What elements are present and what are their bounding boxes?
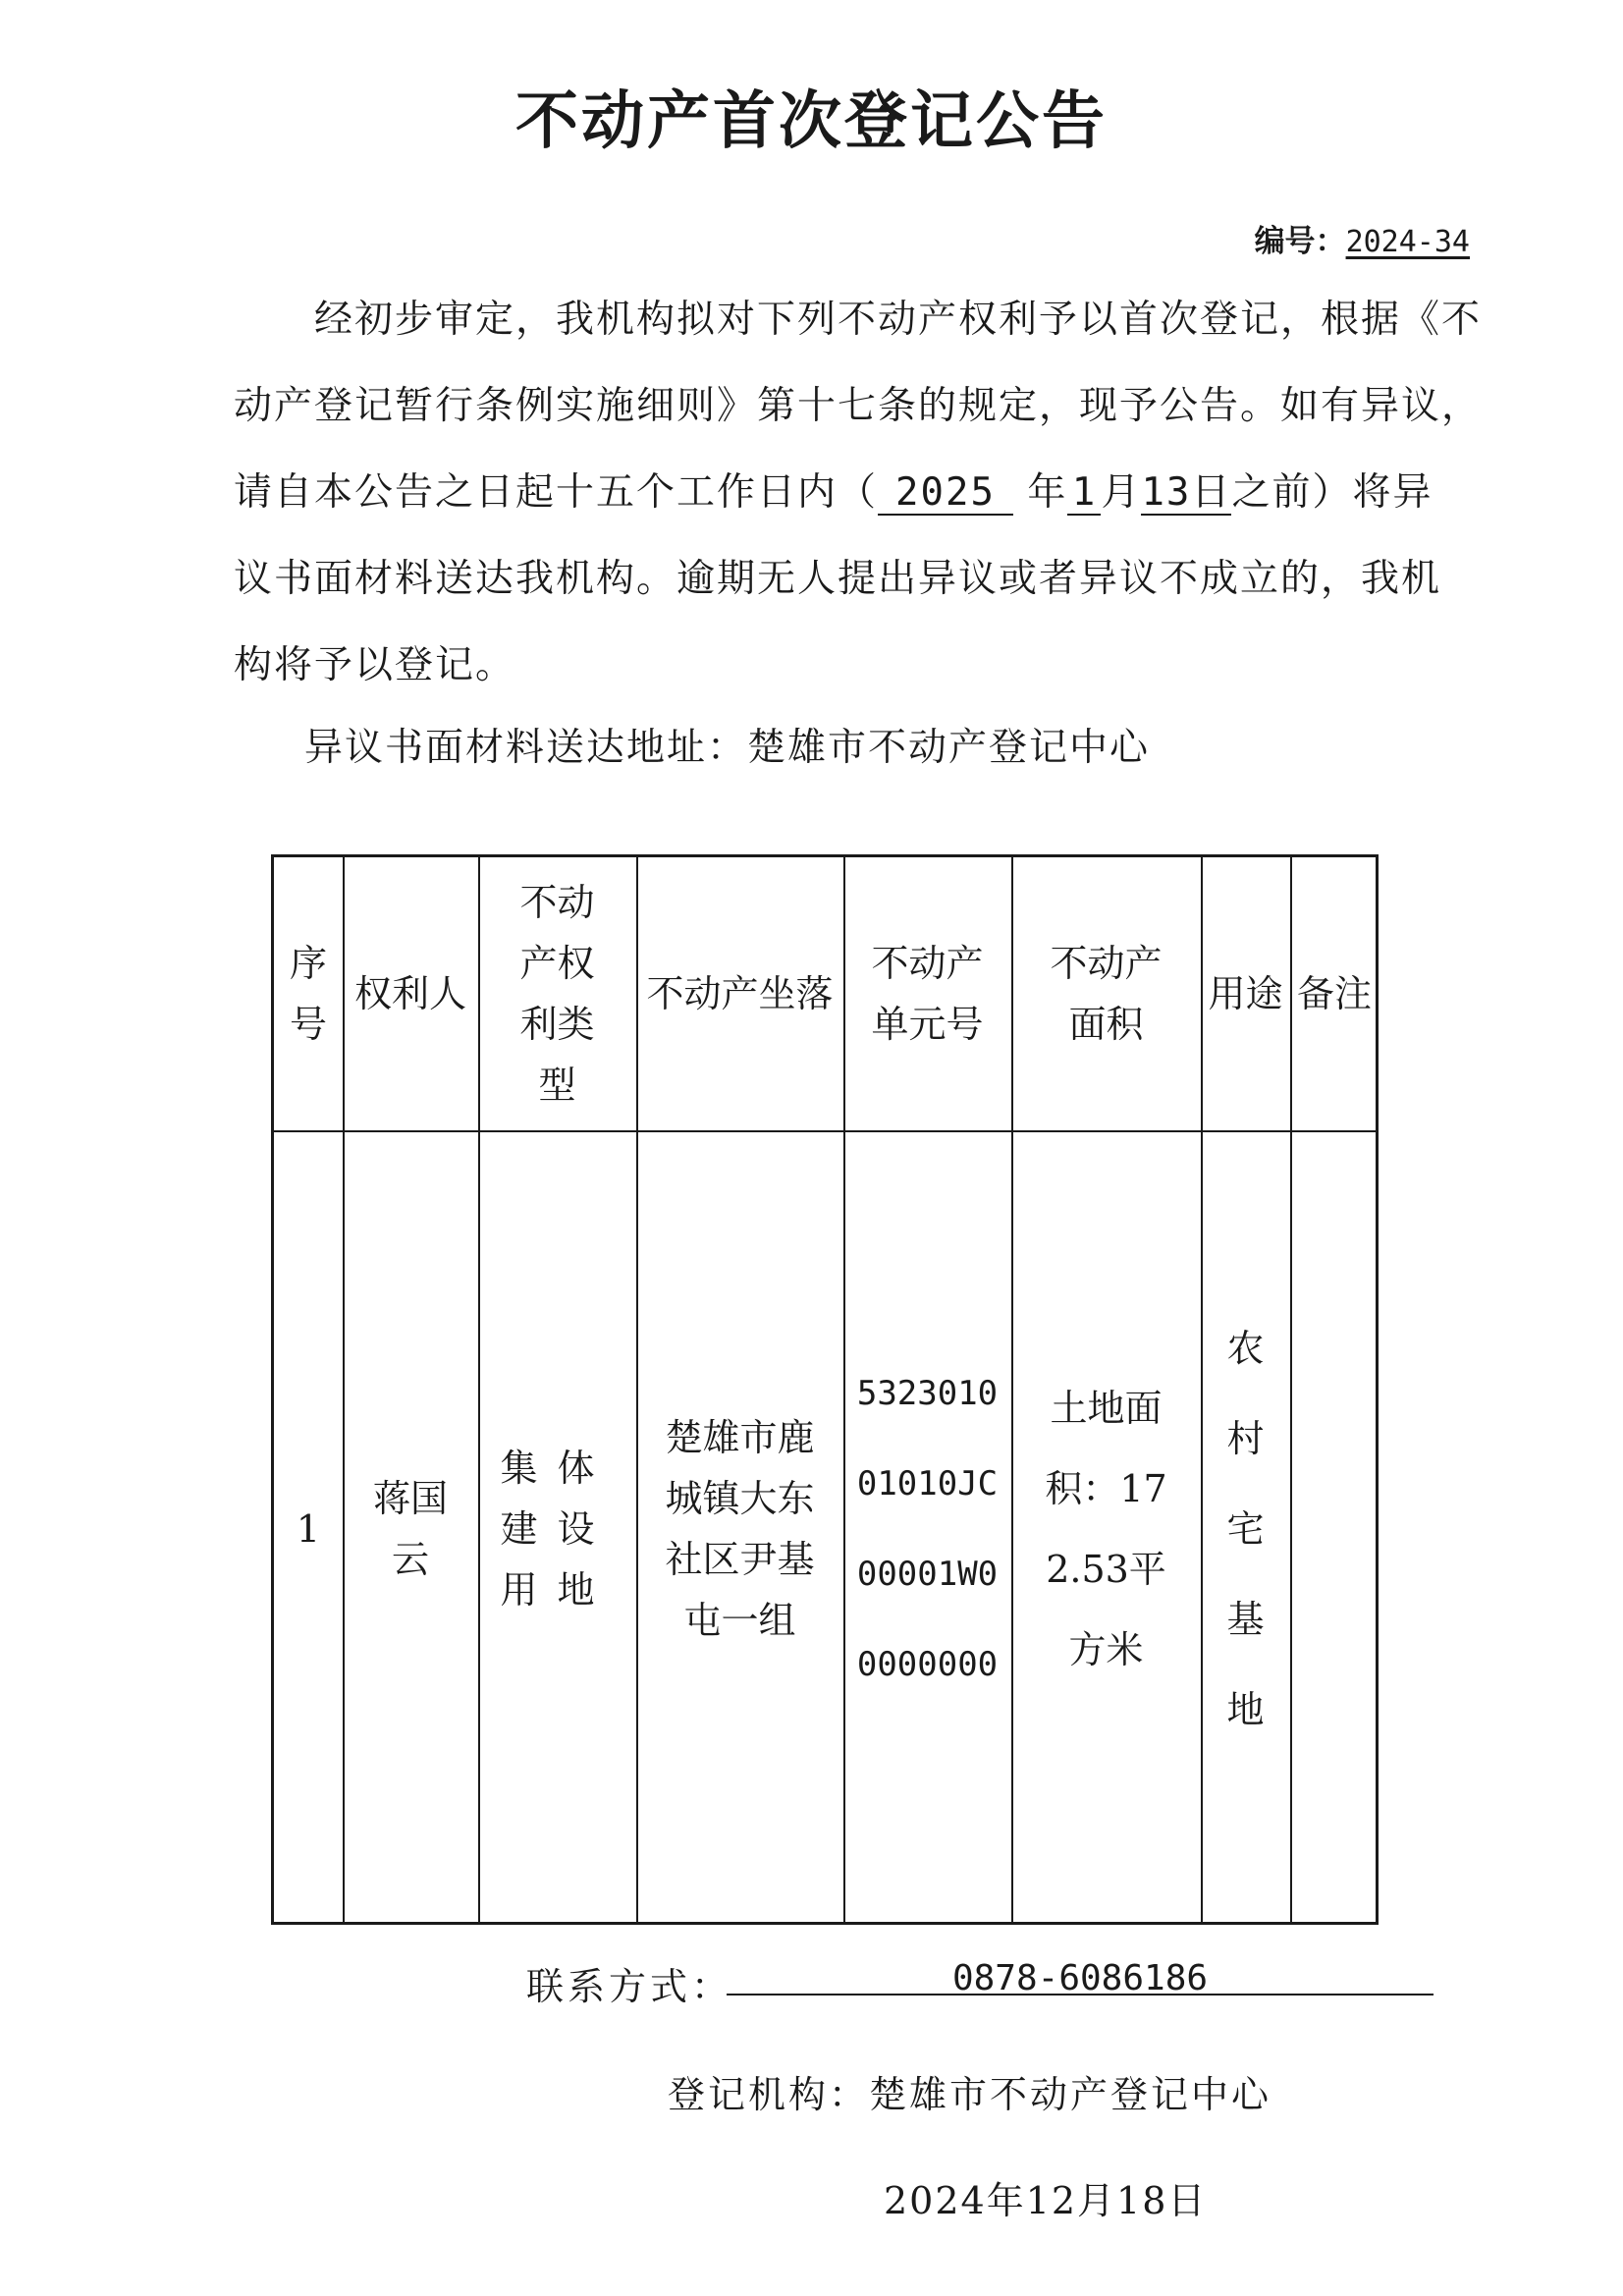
property-table bbox=[271, 854, 1379, 1925]
deadline-month: 1 bbox=[1067, 473, 1101, 516]
deadline-day: 13 bbox=[1141, 470, 1192, 515]
contact-value: 0878-6086186 bbox=[951, 1958, 1209, 1998]
row-unit-no: 532301001010JC00001W00000000 bbox=[856, 1373, 999, 1684]
notice-date: 2024年12月18日 bbox=[884, 2179, 1208, 2222]
body-line-3-start: 请自本公告之日起十五个工作日内（ bbox=[234, 470, 879, 515]
row-location: 楚雄市鹿城镇大东社区尹基屯一组 bbox=[665, 1415, 815, 1642]
deadline-year: 2025 bbox=[878, 473, 1013, 516]
header-no: 序号 bbox=[289, 942, 327, 1046]
header-area: 不动产面积 bbox=[1050, 942, 1163, 1046]
header-location: 不动产坐落 bbox=[646, 972, 834, 1015]
header-unit-no: 不动产单元号 bbox=[871, 942, 984, 1046]
day-char: 日 bbox=[1191, 470, 1232, 515]
body-line-2: 动产登记暂行条例实施细则》第十七条的规定，现予公告。如有异议， bbox=[234, 384, 1483, 428]
registration-organization: 登记机构：楚雄市不动产登记中心 bbox=[668, 2073, 1272, 2116]
doc-number-value: 2024-34 bbox=[1345, 225, 1470, 259]
contact-label: 联系方式： bbox=[526, 1965, 733, 2008]
row-usage: 农村宅基地 bbox=[1226, 1326, 1265, 1731]
notice-title: 不动产首次登记公告 bbox=[515, 85, 1108, 158]
doc-number bbox=[1255, 216, 1470, 260]
row-area: 土地面积：172.53平方米 bbox=[1045, 1386, 1167, 1671]
row-remark bbox=[1290, 1132, 1379, 1925]
header-right-type: 不动产权利类型 bbox=[519, 881, 595, 1107]
header-remark: 备注 bbox=[1296, 972, 1372, 1015]
body-line-3-end: 之前）将异 bbox=[1231, 470, 1434, 515]
header-holder: 权利人 bbox=[353, 972, 466, 1015]
body-line-3 bbox=[234, 462, 1433, 517]
body-line-1: 经初步审定，我机构拟对下列不动产权利予以首次登记，根据《不 bbox=[314, 298, 1483, 342]
body-line-4: 议书面材料送达我机构。逾期无人提出异议或者异议不成立的，我机 bbox=[234, 557, 1442, 601]
row-right-type: 集体建设用地 bbox=[500, 1446, 615, 1612]
row-holder: 蒋国云 bbox=[372, 1476, 448, 1581]
doc-number-label: 编号： bbox=[1254, 224, 1346, 259]
objection-address: 异议书面材料送达地址：楚雄市不动产登记中心 bbox=[304, 726, 1151, 770]
deadline-day-wrap bbox=[1141, 470, 1232, 516]
row-no: 1 bbox=[296, 1506, 321, 1551]
header-usage: 用途 bbox=[1208, 972, 1283, 1015]
contact-underline bbox=[727, 1994, 1434, 1995]
body-line-5: 构将予以登记。 bbox=[234, 643, 516, 687]
month-char: 月 bbox=[1101, 470, 1142, 515]
year-char: 年 bbox=[1027, 470, 1068, 515]
